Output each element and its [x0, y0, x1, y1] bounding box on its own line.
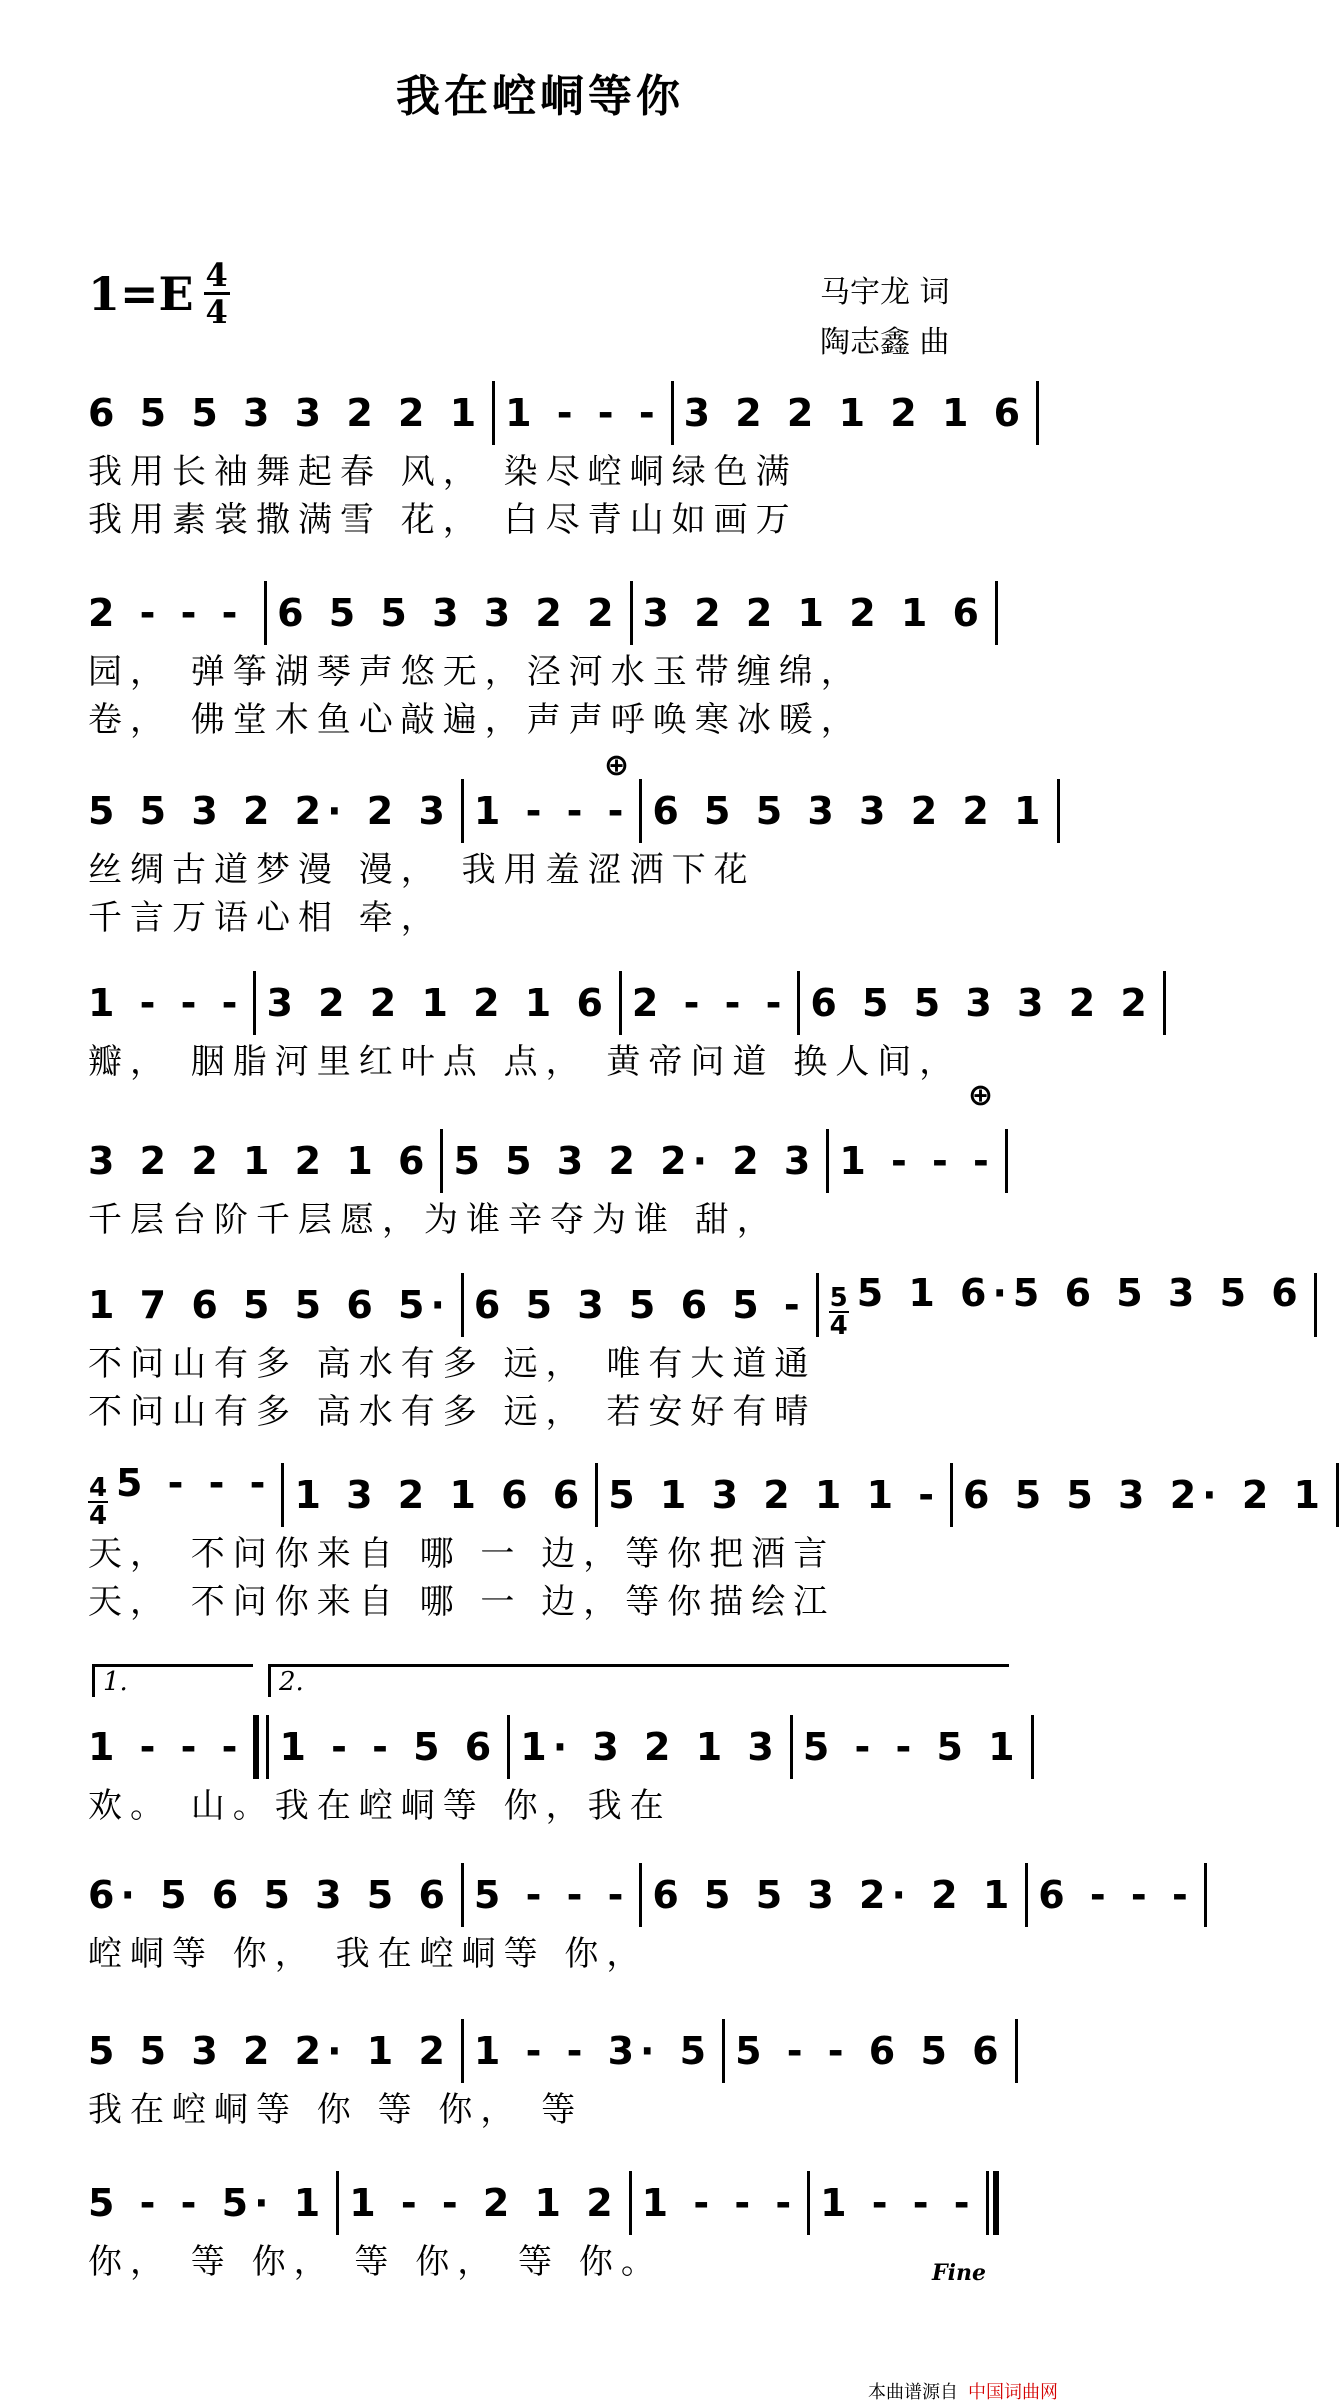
measure: 1 - - -	[505, 391, 661, 435]
measure: 1 - - -	[839, 1139, 995, 1183]
lyric-line: 我在崆峒等 你 等 你， 等	[88, 2090, 584, 2130]
measure: 1 - - -	[88, 981, 244, 1025]
lyric-line: 天， 不问你来自 哪 一 边，等你把酒言	[88, 1534, 836, 1574]
footer-source-text: 本曲谱源自	[868, 2382, 958, 2403]
measure: 6 - - -	[1038, 1873, 1194, 1917]
measure: 1 - - 2 1 2	[349, 2181, 619, 2225]
fine-mark: Fine	[932, 2260, 986, 2286]
measure: 3 2 2 1 2 1 6	[683, 391, 1027, 435]
measure: 1 - - -	[473, 789, 630, 833]
page-title: 我在崆峒等你	[396, 71, 684, 122]
key-signature	[88, 258, 230, 329]
repeat-barline	[253, 1715, 269, 1779]
footer-site-link[interactable]: 中国词曲网	[968, 2382, 1058, 2403]
score-row	[88, 1712, 1021, 1830]
lyric-line: 天， 不问你来自 哪 一 边，等你描绘江	[88, 1582, 836, 1622]
measure: 1 - - 3· 5	[473, 2029, 713, 2073]
lyric-line: 欢。 山。我在崆峒等 你，我在	[88, 1786, 672, 1826]
measure: 1 - - -	[641, 2181, 798, 2225]
measure: 2 - - -	[88, 591, 244, 635]
lyricist: 马宇龙 词	[820, 275, 950, 310]
measure: 6· 5 6 5 3 5 6	[88, 1873, 451, 1917]
measure: 3 2 2 1 2 1 6	[88, 1139, 431, 1183]
score-row	[88, 2168, 998, 2286]
lyric-line: 你， 等 你， 等 你， 等 你。	[88, 2242, 663, 2282]
key-label: 1=E	[88, 266, 194, 321]
measure: 6 5 5 3 3 2 2 1	[652, 789, 1047, 833]
measure: 3 2 2 1 2 1 6	[642, 591, 985, 635]
score-row	[88, 2016, 1005, 2134]
time-beats: 4	[205, 256, 228, 294]
measure: 6 5 5 3 2· 2 1	[963, 1473, 1326, 1517]
measure	[88, 1461, 281, 1529]
measure: 1 - - 5 6	[279, 1725, 498, 1769]
measure: 6 5 5 3 3 2 2	[277, 591, 620, 635]
measure: 6 5 3 5 6 5 -	[473, 1283, 806, 1327]
score-row	[88, 1126, 998, 1244]
score-row	[88, 968, 1153, 1086]
score-row	[88, 378, 1027, 544]
measure: 6 5 5 3 3 2 2	[810, 981, 1153, 1025]
score-row	[88, 578, 998, 744]
measure: 5 - - -	[473, 1873, 630, 1917]
score-row	[88, 1270, 1304, 1436]
lyric-line: 不问山有多 高水有多 远， 唯有大道通	[88, 1344, 817, 1384]
score-row	[88, 776, 1047, 942]
measure: 5 5 3 2 2· 2 3	[88, 789, 451, 833]
measure: 3 2 2 1 2 1 6	[266, 981, 609, 1025]
final-barline	[986, 2171, 999, 2235]
lyric-line: 崆峒等 你， 我在崆峒等 你，	[88, 1934, 649, 1974]
lyric-line: 丝绸古道梦漫 漫， 我用羞涩洒下花	[88, 850, 756, 890]
measure: 1· 3 2 1 3	[520, 1725, 780, 1769]
measure: 6 5 5 3 3 2 2 1	[88, 391, 483, 435]
lyric-line: 我用长袖舞起春 风， 染尽崆峒绿色满	[88, 452, 798, 492]
measure: 1 - - -	[88, 1725, 244, 1769]
time-change: $\frac{5}{4}$	[829, 1283, 848, 1341]
lyric-line: 我用素裳撒满雪 花， 白尽青山如画万	[88, 500, 798, 540]
measure: 2 - - -	[631, 981, 788, 1025]
measure: 5 1 3 2 1 1 -	[608, 1473, 941, 1517]
measure: 1 3 2 1 6 6	[294, 1473, 586, 1517]
measure: 5 - - 5· 1	[88, 2181, 327, 2225]
time-signature	[204, 258, 230, 329]
measure: 5 - - 6 5 6	[735, 2029, 1005, 2073]
measure: 5 5 3 2 2· 2 3	[453, 1139, 817, 1183]
footer-source	[868, 2378, 1058, 2404]
score-row	[88, 1460, 1326, 1626]
lyric-line: 千言万语心相 牵，	[88, 898, 443, 938]
lyric-line: 卷， 佛堂木鱼心敲遍，声声呼唤寒冰暖，	[88, 700, 863, 740]
measure: 1 7 6 5 5 6 5·	[88, 1283, 451, 1327]
coda-sign: ⊕	[968, 1078, 994, 1113]
lyric-line: 不问山有多 高水有多 远， 若安好有晴	[88, 1392, 817, 1432]
measure: 6 5 5 3 2· 2 1	[652, 1873, 1016, 1917]
measure-notes: 5 1 6·5 6 5 3 5 6	[856, 1271, 1304, 1315]
credits	[820, 268, 950, 368]
measure: 1 - - -	[820, 2181, 976, 2225]
volta-second: 2.	[268, 1664, 1009, 1697]
time-unit: 4	[205, 293, 228, 331]
measure	[819, 1271, 1314, 1339]
composer: 陶志鑫 曲	[820, 325, 950, 360]
time-change: $\frac{4}{4}$	[88, 1473, 108, 1531]
lyric-line: 千层台阶千层愿，为谁辛夺为谁 甜，	[88, 1200, 779, 1240]
score-row	[88, 1860, 1194, 1978]
measure: 5 5 3 2 2· 1 2	[88, 2029, 451, 2073]
lyric-line: 瓣， 胭脂河里红叶点 点， 黄帝问道 换人间，	[88, 1042, 962, 1082]
measure: 5 - - 5 1	[802, 1725, 1021, 1769]
measure-notes: 5 - - -	[116, 1461, 272, 1505]
lyric-line: 园， 弹筝湖琴声悠无，泾河水玉带缠绵，	[88, 652, 863, 692]
coda-sign: ⊕	[604, 748, 630, 783]
volta-first: 1.	[92, 1664, 253, 1697]
